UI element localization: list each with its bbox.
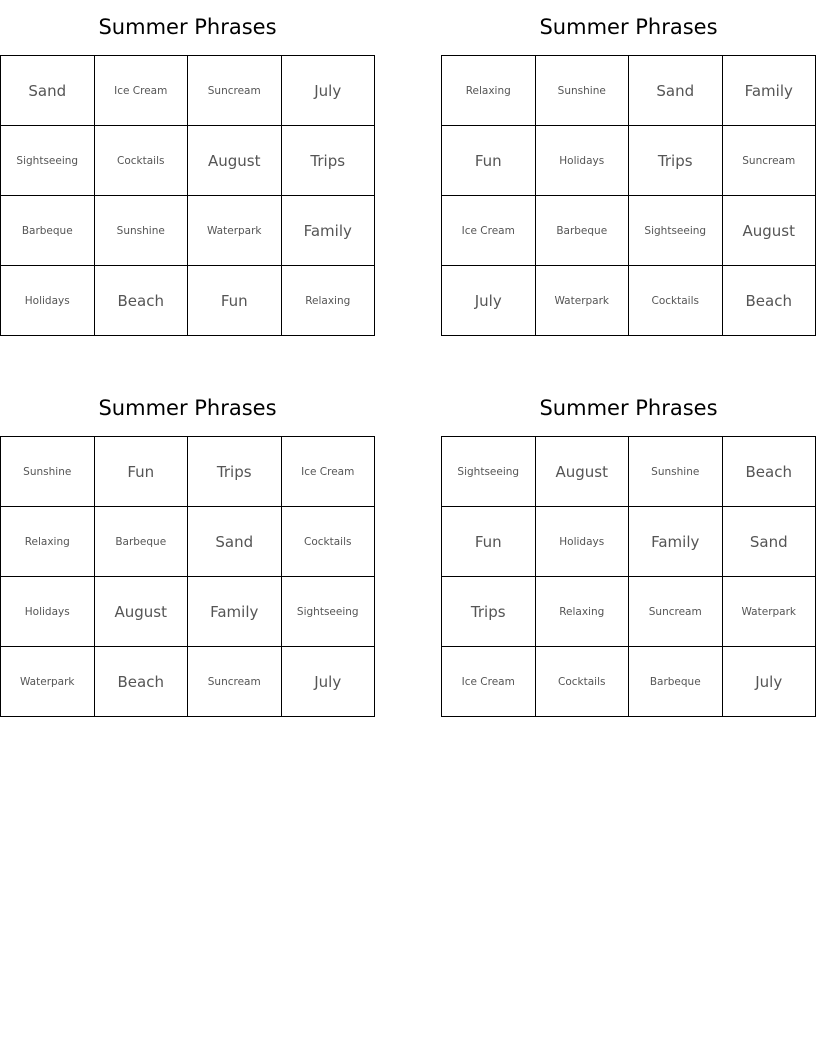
bingo-cell: Ice Cream: [442, 647, 536, 717]
bingo-cell: Sand: [188, 507, 282, 577]
bingo-cell: Relaxing: [536, 577, 630, 647]
bingo-cell: Holidays: [536, 126, 630, 196]
bingo-card-4: [441, 381, 816, 717]
bingo-cell: Cocktails: [95, 126, 189, 196]
bingo-cell: Family: [723, 56, 816, 126]
bingo-cell: Waterpark: [723, 577, 816, 647]
card-title: Summer Phrases: [98, 15, 277, 39]
bingo-cell: Relaxing: [1, 507, 95, 577]
bingo-cell: Barbeque: [95, 507, 189, 577]
bingo-cell: Family: [629, 507, 723, 577]
card-title: Summer Phrases: [98, 396, 277, 420]
bingo-cell: Waterpark: [188, 196, 282, 266]
bingo-cell: Suncream: [723, 126, 816, 196]
bingo-cell: Barbeque: [1, 196, 95, 266]
bingo-cell: Beach: [723, 266, 816, 336]
card-title: Summer Phrases: [539, 15, 718, 39]
bingo-cell: Sand: [723, 507, 816, 577]
bingo-cell: Ice Cream: [282, 437, 376, 507]
bingo-card-2: [441, 0, 816, 336]
bingo-cell: Sightseeing: [1, 126, 95, 196]
bingo-cell: Family: [188, 577, 282, 647]
bingo-cell: Suncream: [188, 647, 282, 717]
bingo-cell: August: [95, 577, 189, 647]
bingo-cell: Sunshine: [629, 437, 723, 507]
bingo-cell: Trips: [629, 126, 723, 196]
bingo-cell: Waterpark: [536, 266, 630, 336]
bingo-cell: Sand: [629, 56, 723, 126]
bingo-cell: Holidays: [536, 507, 630, 577]
bingo-cell: Sightseeing: [629, 196, 723, 266]
bingo-cell: Trips: [442, 577, 536, 647]
bingo-cell: Barbeque: [536, 196, 630, 266]
bingo-cell: Sightseeing: [282, 577, 376, 647]
bingo-cell: Fun: [95, 437, 189, 507]
bingo-grid: [0, 436, 375, 717]
bingo-cell: Sunshine: [95, 196, 189, 266]
bingo-cell: Cocktails: [282, 507, 376, 577]
bingo-cell: Ice Cream: [442, 196, 536, 266]
bingo-cell: Holidays: [1, 266, 95, 336]
bingo-card-1: [0, 0, 375, 336]
bingo-grid: [441, 436, 816, 717]
bingo-cell: August: [188, 126, 282, 196]
bingo-card-3: [0, 381, 375, 717]
bingo-cell: Relaxing: [282, 266, 376, 336]
bingo-cell: August: [723, 196, 816, 266]
bingo-grid: [441, 55, 816, 336]
bingo-cell: July: [282, 647, 376, 717]
bingo-cell: Beach: [723, 437, 816, 507]
bingo-cell: Trips: [188, 437, 282, 507]
bingo-cell: Ice Cream: [95, 56, 189, 126]
bingo-cell: Suncream: [188, 56, 282, 126]
bingo-cell: Beach: [95, 647, 189, 717]
bingo-cell: Beach: [95, 266, 189, 336]
bingo-cell: Barbeque: [629, 647, 723, 717]
bingo-cell: Sunshine: [1, 437, 95, 507]
bingo-cell: July: [723, 647, 816, 717]
bingo-cell: Waterpark: [1, 647, 95, 717]
bingo-cell: Relaxing: [442, 56, 536, 126]
bingo-grid: [0, 55, 375, 336]
bingo-cell: Holidays: [1, 577, 95, 647]
bingo-cell: Family: [282, 196, 376, 266]
bingo-cell: Suncream: [629, 577, 723, 647]
bingo-cell: July: [442, 266, 536, 336]
bingo-cell: Fun: [188, 266, 282, 336]
bingo-cell: Cocktails: [629, 266, 723, 336]
bingo-cell: Sightseeing: [442, 437, 536, 507]
bingo-cell: Trips: [282, 126, 376, 196]
bingo-cell: Sand: [1, 56, 95, 126]
bingo-cell: Fun: [442, 126, 536, 196]
bingo-cell: Fun: [442, 507, 536, 577]
bingo-cell: August: [536, 437, 630, 507]
bingo-cell: Sunshine: [536, 56, 630, 126]
bingo-cell: July: [282, 56, 376, 126]
bingo-cell: Cocktails: [536, 647, 630, 717]
card-title: Summer Phrases: [539, 396, 718, 420]
